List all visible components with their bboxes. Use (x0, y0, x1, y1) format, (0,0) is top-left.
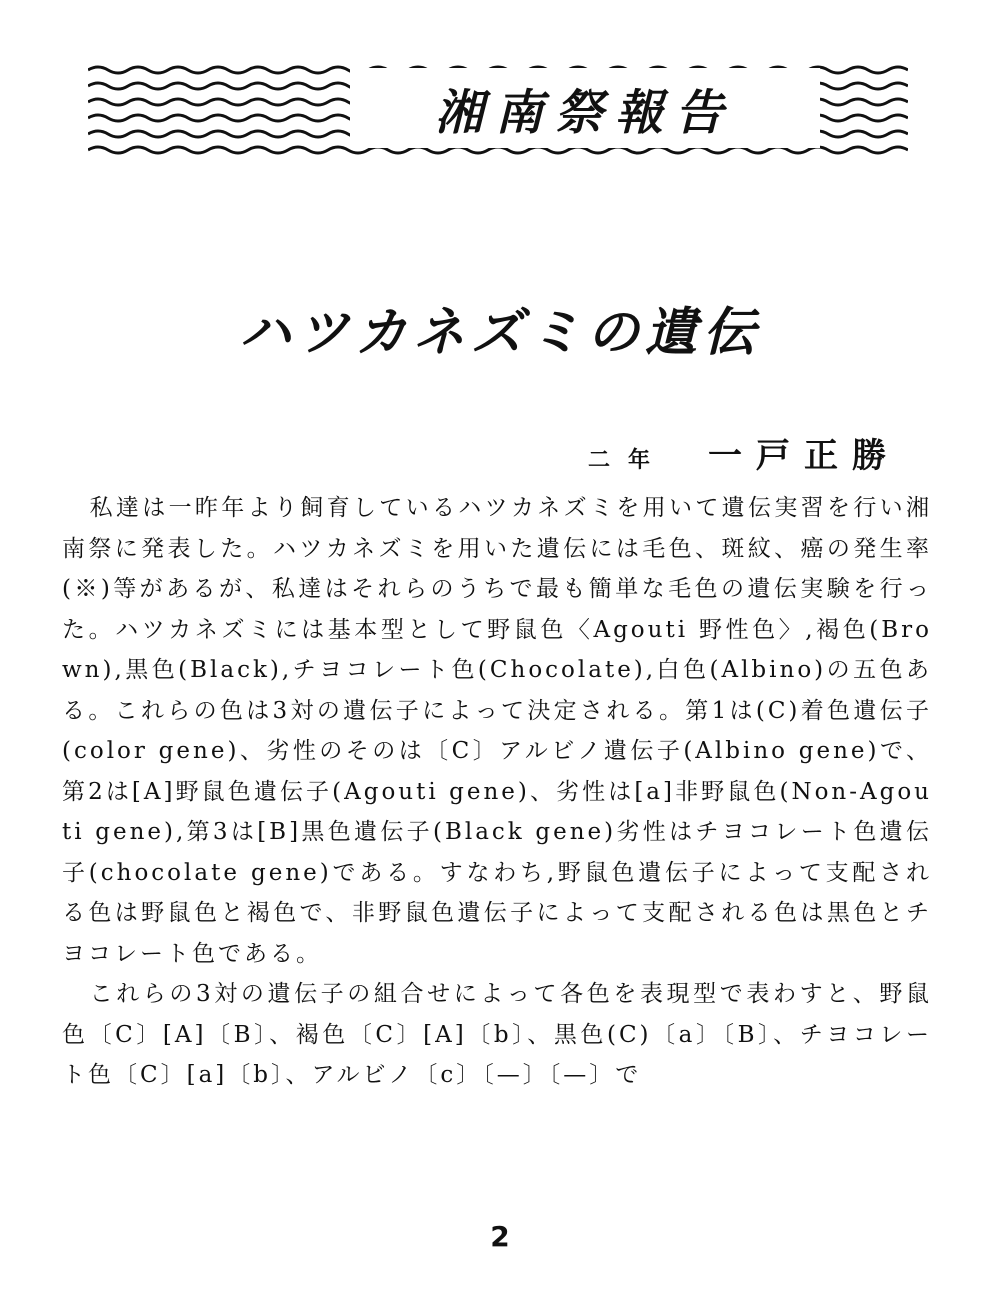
author-name: 一戸正勝 (708, 436, 900, 476)
header-banner (88, 60, 908, 156)
byline (588, 428, 900, 477)
banner-title: 湘南祭報告 (350, 68, 820, 148)
author-grade: 二年 (587, 448, 668, 473)
paragraph: 私達は一昨年より飼育しているハツカネズミを用いて遺伝実習を行い湘南祭に発表した。ハツカネズミを用いた遺伝には毛色、斑紋、癌の発生率(※)等があるが、私達はそれらのうちで最も簡単な毛色の遺伝実験を行った。ハツカネズミには基本型として野鼠色〈Agouti 野性色〉,褐色(Brown),黒色(Black),チヨコレート色(Chocolate),白色(Albino)の五色ある。これらの色は3対の遺伝子によって決定される。第1は(C)着色遺伝子(color gene)、劣性のそのは〔C〕アルビノ遺伝子(Albino gene)で、第2は[A]野鼠色遺伝子(Agouti gene)、劣性は[a]非野鼠色(Non-Agouti gene),第3は[B]黒色遺伝子(Black gene)劣性はチヨコレート色遺伝子(chocolate gene)である。すなわち,野鼠色遺伝子によって支配される色は野鼠色と褐色で、非野鼠色遺伝子によって支配される色は黒色とチヨコレート色である。 (62, 495, 932, 967)
paragraph: これらの3対の遺伝子の組合せによって各色を表現型で表わすと、野鼠色〔C〕[A]〔B〕、褐色〔C〕[A]〔b〕、黒色(C)〔a〕〔B〕、チヨコレート色〔C〕[a]〔b〕、アルビノ〔c〕〔—〕〔—〕で (62, 981, 932, 1088)
article-body (62, 488, 932, 1096)
article-title: ハツカネズミの遺伝 (238, 303, 761, 363)
page-number: 2 (490, 1220, 510, 1253)
